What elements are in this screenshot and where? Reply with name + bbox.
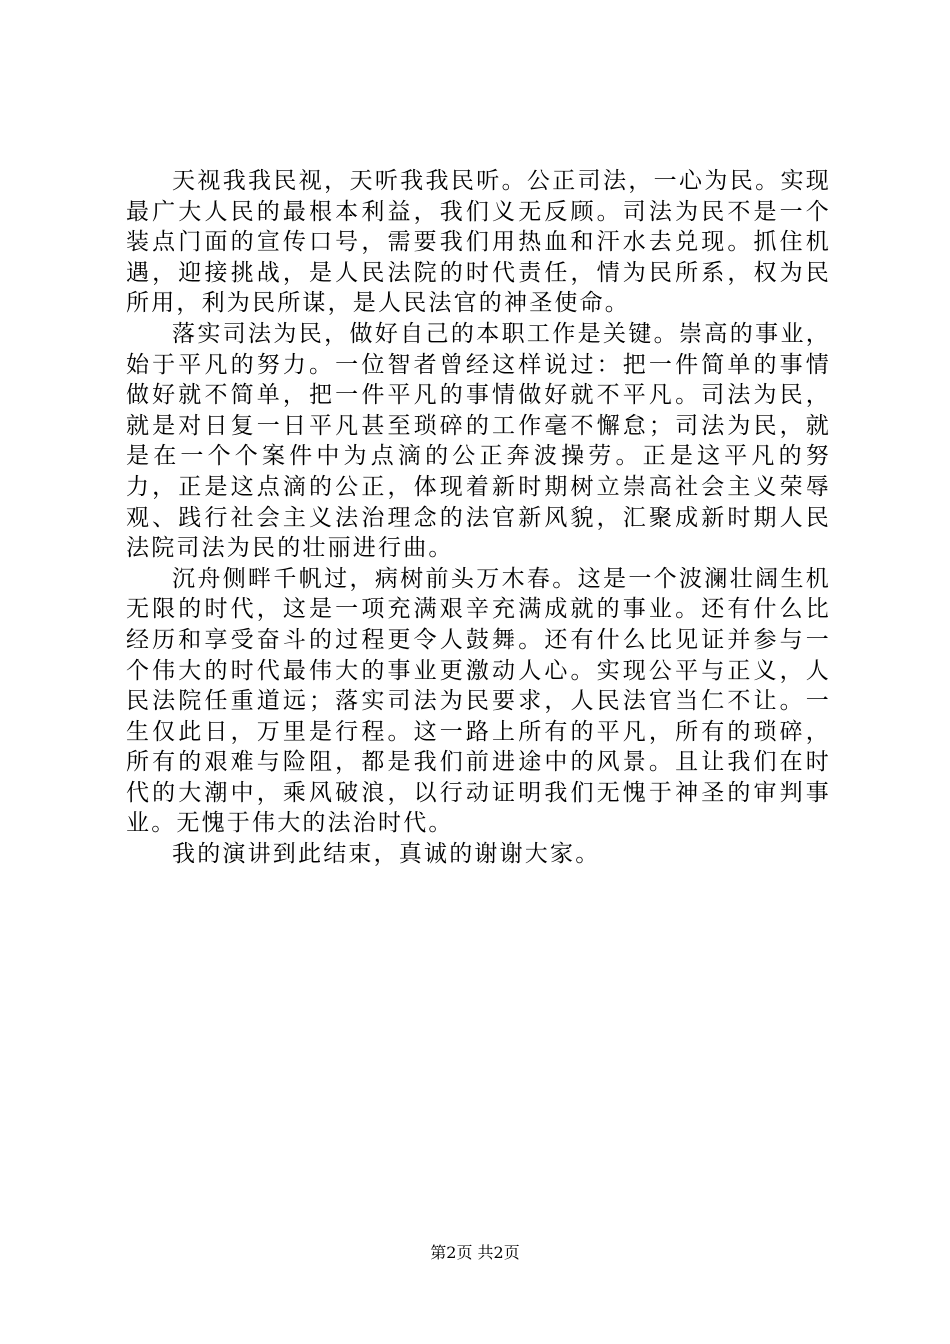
body-paragraph: 落实司法为民，做好自己的本职工作是关键。崇高的事业，始于平凡的努力。一位智者曾经这样说过：把一件简单的事情做好就不简单，把一件平凡的事情做好就不平凡。司法为民，就是对日复一日平凡甚至琐碎的工作毫不懈怠；司法为民，就是在一个个案件中为点滴的公正奔波操劳。正是这平凡的努力，正是这点滴的公正，体现着新时期树立崇高社会主义荣辱观、践行社会主义法治理念的法官新风貌，汇聚成新时期人民法院司法为民的壮丽进行曲。 (126, 320, 831, 562)
body-paragraph: 天视我我民视，天听我我民听。公正司法，一心为民。实现最广大人民的最根本利益，我们义无反顾。司法为民不是一个装点门面的宣传口号，需要我们用热血和汗水去兑现。抓住机遇，迎接挑战，是人民法院的时代责任，情为民所系，权为民所用，利为民所谋，是人民法官的神圣使命。 (126, 168, 831, 317)
document-body (126, 166, 831, 870)
page-footer (0, 1243, 950, 1263)
closing-paragraph: 我的演讲到此结束，真诚的谢谢大家。 (172, 841, 601, 868)
body-paragraph: 沉舟侧畔千帆过，病树前头万木春。这是一个波澜壮阔生机无限的时代，这是一项充满艰辛充满成就的事业。还有什么比经历和享受奋斗的过程更令人鼓舞。还有什么比见证并参与一个伟大的时代最伟大的事业更激动人心。实现公平与正义，人民法院任重道远；落实司法为民要求，人民法官当仁不让。一生仅此日，万里是行程。这一路上所有的平凡，所有的琐碎，所有的艰难与险阻，都是我们前进途中的风景。且让我们在时代的大潮中，乘风破浪，以行动证明我们无愧于神圣的审判事业。无愧于伟大的法治时代。 (126, 565, 831, 837)
page-number: 第2页 共2页 (430, 1243, 520, 1262)
